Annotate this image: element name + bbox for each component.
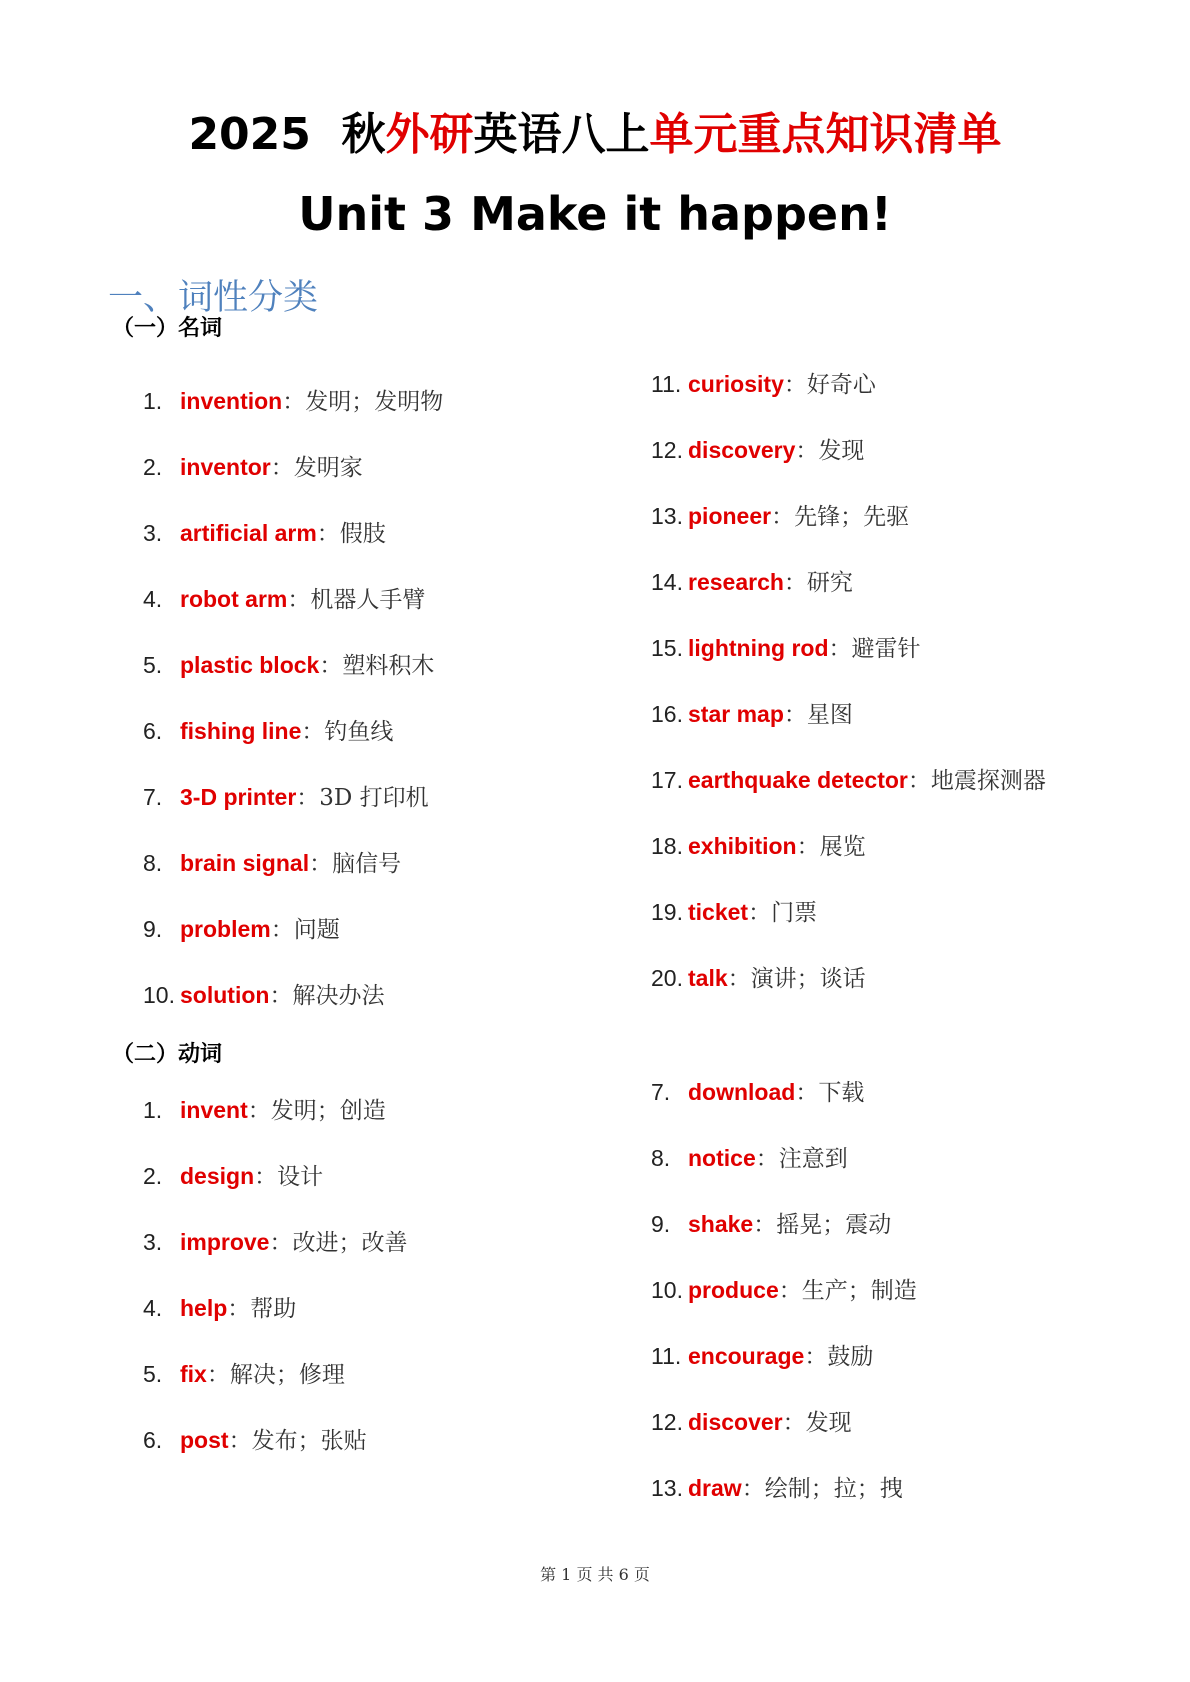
vocab-definition: ：发布；张贴 (228, 1428, 367, 1454)
item-number: 9. (651, 1211, 671, 1237)
vocab-word: research (688, 569, 784, 595)
item-number: 1. (143, 1097, 163, 1123)
list-item (651, 631, 921, 666)
item-number: 5. (143, 652, 163, 678)
vocab-word: earthquake detector (688, 767, 908, 793)
vocab-definition: ：好奇心 (783, 372, 876, 398)
item-number: 15. (651, 635, 683, 661)
list-item (651, 895, 817, 930)
item-number: 17. (651, 767, 683, 793)
title-season: 秋 (341, 109, 386, 160)
vocab-word: shake (688, 1211, 754, 1237)
list-item (651, 763, 1046, 798)
item-number: 13. (651, 503, 683, 529)
vocab-definition: ：问题 (270, 917, 340, 943)
vocab-word: fishing line (180, 718, 302, 744)
vocab-word: solution (180, 982, 270, 1008)
vocab-word: post (180, 1427, 229, 1453)
vocab-word: ticket (688, 899, 749, 925)
section-heading: 一、词性分类 (108, 278, 319, 318)
vocab-word: artificial arm (180, 520, 317, 546)
item-number: 16. (651, 701, 683, 727)
list-item (651, 1471, 903, 1506)
vocab-definition: ：注意到 (755, 1146, 848, 1172)
vocab-word: problem (180, 916, 271, 942)
item-number: 3. (143, 1229, 163, 1255)
unit-title: Unit 3 Make it happen! (298, 187, 892, 241)
vocab-word: download (688, 1079, 796, 1105)
list-item (651, 961, 866, 996)
list-item (651, 1339, 873, 1374)
list-item (651, 367, 876, 402)
vocab-definition: ：绘制；拉；拽 (741, 1476, 903, 1502)
list-item (651, 1207, 891, 1242)
list-item (143, 780, 429, 815)
item-number: 2. (143, 1163, 163, 1189)
list-item (651, 433, 864, 468)
item-number: 1. (143, 388, 163, 414)
vocab-definition: ：演讲；谈话 (727, 966, 866, 992)
vocab-definition: ：避雷针 (828, 636, 921, 662)
vocab-word: brain signal (180, 850, 310, 876)
item-number: 6. (143, 1427, 163, 1453)
item-number: 19. (651, 899, 683, 925)
vocab-definition: ：展览 (796, 834, 866, 860)
list-item (143, 846, 401, 881)
vocab-definition: ：摇晃；震动 (753, 1212, 892, 1238)
vocab-word: notice (688, 1145, 756, 1171)
item-number: 14. (651, 569, 683, 595)
list-item (143, 912, 340, 947)
vocab-word: robot arm (180, 586, 288, 612)
vocab-word: invent (180, 1097, 248, 1123)
vocab-word: discovery (688, 437, 796, 463)
vocab-definition: ：改进；改善 (269, 1230, 408, 1256)
vocab-definition: ：帮助 (227, 1296, 297, 1322)
vocab-word: improve (180, 1229, 270, 1255)
list-item (143, 1291, 296, 1326)
item-number: 8. (143, 850, 163, 876)
list-item (651, 1405, 852, 1440)
item-number: 11. (651, 1343, 682, 1369)
list-item (143, 714, 393, 749)
vocab-definition: ：发现 (795, 438, 865, 464)
item-number: 13. (651, 1475, 683, 1501)
vocab-definition: ：塑料积木 (319, 653, 435, 679)
item-number: 9. (143, 916, 163, 942)
item-number: 10. (143, 982, 175, 1008)
document-title (0, 103, 1190, 167)
vocab-word: exhibition (688, 833, 797, 859)
vocab-definition: ：发明；发明物 (282, 389, 444, 415)
vocab-definition: ：地震探测器 (907, 768, 1046, 794)
title-publisher: 外研 (385, 109, 474, 160)
vocab-definition: ：生产；制造 (778, 1278, 917, 1304)
item-number: 18. (651, 833, 683, 859)
item-number: 12. (651, 1409, 683, 1435)
vocab-word: draw (688, 1475, 742, 1501)
item-number: 4. (143, 1295, 163, 1321)
vocab-word: star map (688, 701, 784, 727)
nouns-heading: （一）名词 (112, 316, 223, 341)
vocab-definition: ：假肢 (316, 521, 386, 547)
list-item (143, 450, 363, 485)
vocab-definition: ：解决；修理 (206, 1362, 345, 1388)
vocab-definition: ：脑信号 (309, 851, 402, 877)
verbs-heading: （二）动词 (112, 1042, 223, 1067)
list-item (143, 978, 384, 1013)
vocab-definition: ：星图 (783, 702, 853, 728)
list-item (651, 499, 909, 534)
list-item (143, 1357, 345, 1392)
vocab-definition: ：门票 (748, 900, 818, 926)
vocab-definition: ：发明家 (270, 455, 363, 481)
vocab-word: talk (688, 965, 728, 991)
vocab-word: discover (688, 1409, 783, 1435)
vocab-definition: ：3D 打印机 (296, 785, 429, 811)
list-item (651, 565, 853, 600)
vocab-word: fix (180, 1361, 207, 1387)
vocab-word: help (180, 1295, 228, 1321)
list-item (143, 516, 386, 551)
vocab-definition: ：解决办法 (269, 983, 385, 1009)
vocab-definition: ：发现 (782, 1410, 852, 1436)
title-subject: 英语八上 (473, 109, 650, 160)
item-number: 2. (143, 454, 163, 480)
list-item (143, 648, 434, 683)
item-number: 6. (143, 718, 163, 744)
vocab-word: invention (180, 388, 283, 414)
item-number: 3. (143, 520, 163, 546)
vocab-word: plastic block (180, 652, 320, 678)
vocab-word: design (180, 1163, 255, 1189)
list-item (651, 1273, 917, 1308)
vocab-definition: ：钓鱼线 (301, 719, 394, 745)
vocab-definition: ：鼓励 (804, 1344, 874, 1370)
item-number: 10. (651, 1277, 683, 1303)
vocab-word: lightning rod (688, 635, 829, 661)
list-item (143, 384, 443, 419)
item-number: 4. (143, 586, 163, 612)
list-item (651, 829, 866, 864)
vocab-definition: ：下载 (795, 1080, 865, 1106)
vocab-definition: ：发明；创造 (247, 1098, 386, 1124)
item-number: 8. (651, 1145, 671, 1171)
vocab-definition: ：机器人手臂 (287, 587, 426, 613)
vocab-definition: ：设计 (254, 1164, 324, 1190)
title-topic: 单元重点知识清单 (649, 109, 1002, 160)
item-number: 20. (651, 965, 683, 991)
item-number: 5. (143, 1361, 163, 1387)
list-item (651, 1141, 848, 1176)
list-item (143, 1093, 386, 1128)
vocab-word: produce (688, 1277, 779, 1303)
list-item (143, 1159, 323, 1194)
list-item (651, 1075, 864, 1110)
item-number: 7. (143, 784, 163, 810)
vocab-word: pioneer (688, 503, 772, 529)
title-year: 2025 (188, 109, 311, 160)
list-item (143, 1423, 367, 1458)
vocab-definition: ：研究 (783, 570, 853, 596)
item-number: 11. (651, 371, 682, 397)
vocab-word: curiosity (688, 371, 784, 397)
vocab-word: 3-D printer (180, 784, 297, 810)
vocab-definition: ：先锋；先驱 (771, 504, 910, 530)
list-item (143, 582, 425, 617)
list-item (143, 1225, 407, 1260)
item-number: 12. (651, 437, 683, 463)
vocab-word: inventor (180, 454, 271, 480)
item-number: 7. (651, 1079, 671, 1105)
page-footer: 第 1 页 共 6 页 (540, 1565, 650, 1584)
list-item (651, 697, 853, 732)
vocab-word: encourage (688, 1343, 805, 1369)
